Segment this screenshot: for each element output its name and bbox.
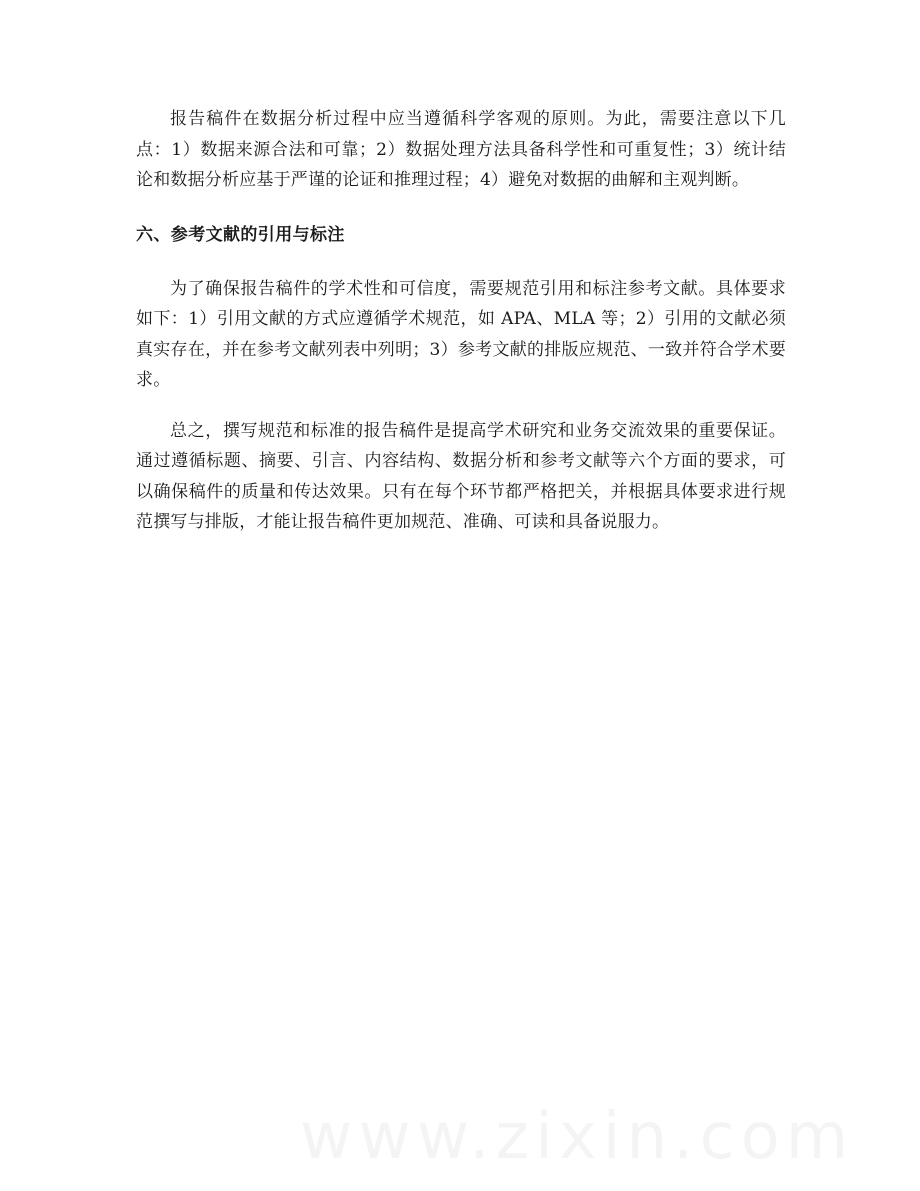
watermark	[300, 1100, 720, 1174]
paragraph-conclusion: 总之，撰写规范和标准的报告稿件是提高学术研究和业务交流效果的重要保证。通过遵循标题、摘要、引言、内容结构、数据分析和参考文献等六个方面的要求，可以确保稿件的质量和传达效果。只有在每个环节都严格把关，并根据具体要求进行规范撰写与排版，才能让报告稿件更加规范、准确、可读和具备说服力。	[136, 420, 786, 532]
section-heading-references: 六、参考文献的引用与标注	[136, 224, 345, 245]
paragraph-data-analysis: 报告稿件在数据分析过程中应当遵循科学客观的原则。为此，需要注意以下几点：1）数据来源合法和可靠；2）数据处理方法具备科学性和可重复性；3）统计结论和数据分析应基于严谨的论证和推理过程；4）避免对数据的曲解和主观判断。	[136, 109, 786, 190]
document-body	[136, 104, 786, 538]
paragraph-references: 为了确保报告稿件的学术性和可信度，需要规范引用和标注参考文献。具体要求如下：1）引用文献的方式应遵循学术规范，如 APA、MLA 等；2）引用的文献必须真实存在，并在参考文献列表中列明；3）参考文献的排版应规范、一致并符合学术要求。	[136, 278, 786, 390]
